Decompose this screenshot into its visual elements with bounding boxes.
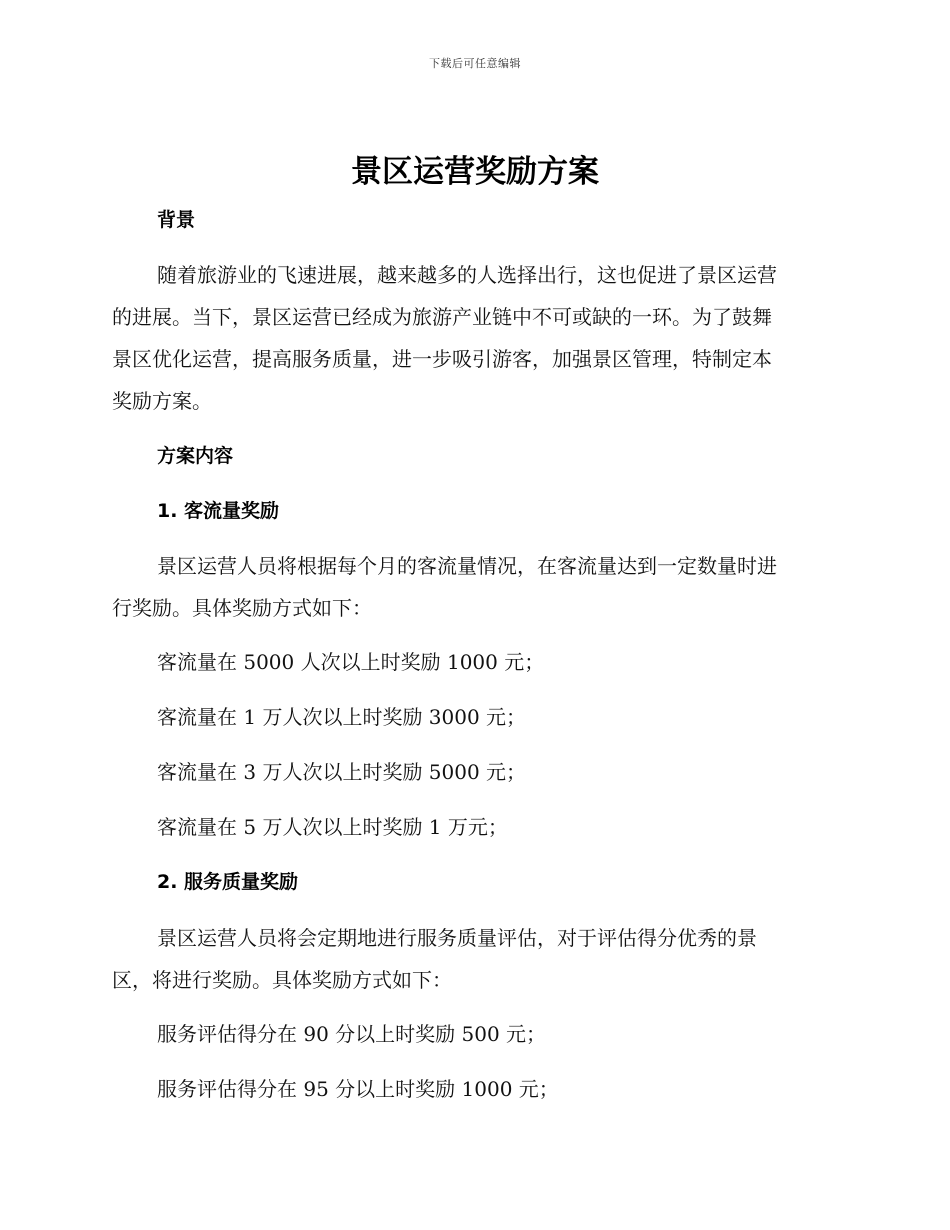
list-item: 客流量在 3 万人次以上时奖励 5000 元；: [157, 760, 527, 784]
background-heading: 背景: [157, 209, 196, 231]
paragraph-line: 的进展。当下，景区运营已经成为旅游产业链中不可或缺的一环。为了鼓舞: [112, 305, 772, 329]
paragraph-line: 行奖励。具体奖励方式如下：: [112, 596, 372, 620]
paragraph-line: 区，将进行奖励。具体奖励方式如下：: [112, 968, 452, 992]
paragraph-line: 奖励方案。: [112, 389, 212, 413]
paragraph-line: 景区运营人员将会定期地进行服务质量评估，对于评估得分优秀的景: [157, 926, 757, 950]
list-item: 客流量在 5 万人次以上时奖励 1 万元；: [157, 815, 508, 839]
paragraph-line: 景区优化运营，提高服务质量，进一步吸引游客，加强景区管理，特制定本: [112, 347, 772, 371]
content-heading: 方案内容: [157, 445, 234, 467]
paragraph-line: 景区运营人员将根据每个月的客流量情况，在客流量达到一定数量时进: [157, 554, 777, 578]
list-item: 客流量在 5000 人次以上时奖励 1000 元；: [157, 650, 545, 674]
page-header-note: 下载后可任意编辑: [429, 57, 521, 70]
list-item: 服务评估得分在 90 分以上时奖励 500 元；: [157, 1022, 547, 1046]
section2-heading: 2. 服务质量奖励: [157, 871, 299, 893]
list-item: 服务评估得分在 95 分以上时奖励 1000 元；: [157, 1077, 559, 1101]
document-title: 景区运营奖励方案: [351, 154, 599, 190]
list-item: 客流量在 1 万人次以上时奖励 3000 元；: [157, 705, 527, 729]
section1-heading: 1. 客流量奖励: [157, 500, 280, 522]
paragraph-line: 随着旅游业的飞速进展，越来越多的人选择出行，这也促进了景区运营: [157, 263, 777, 287]
